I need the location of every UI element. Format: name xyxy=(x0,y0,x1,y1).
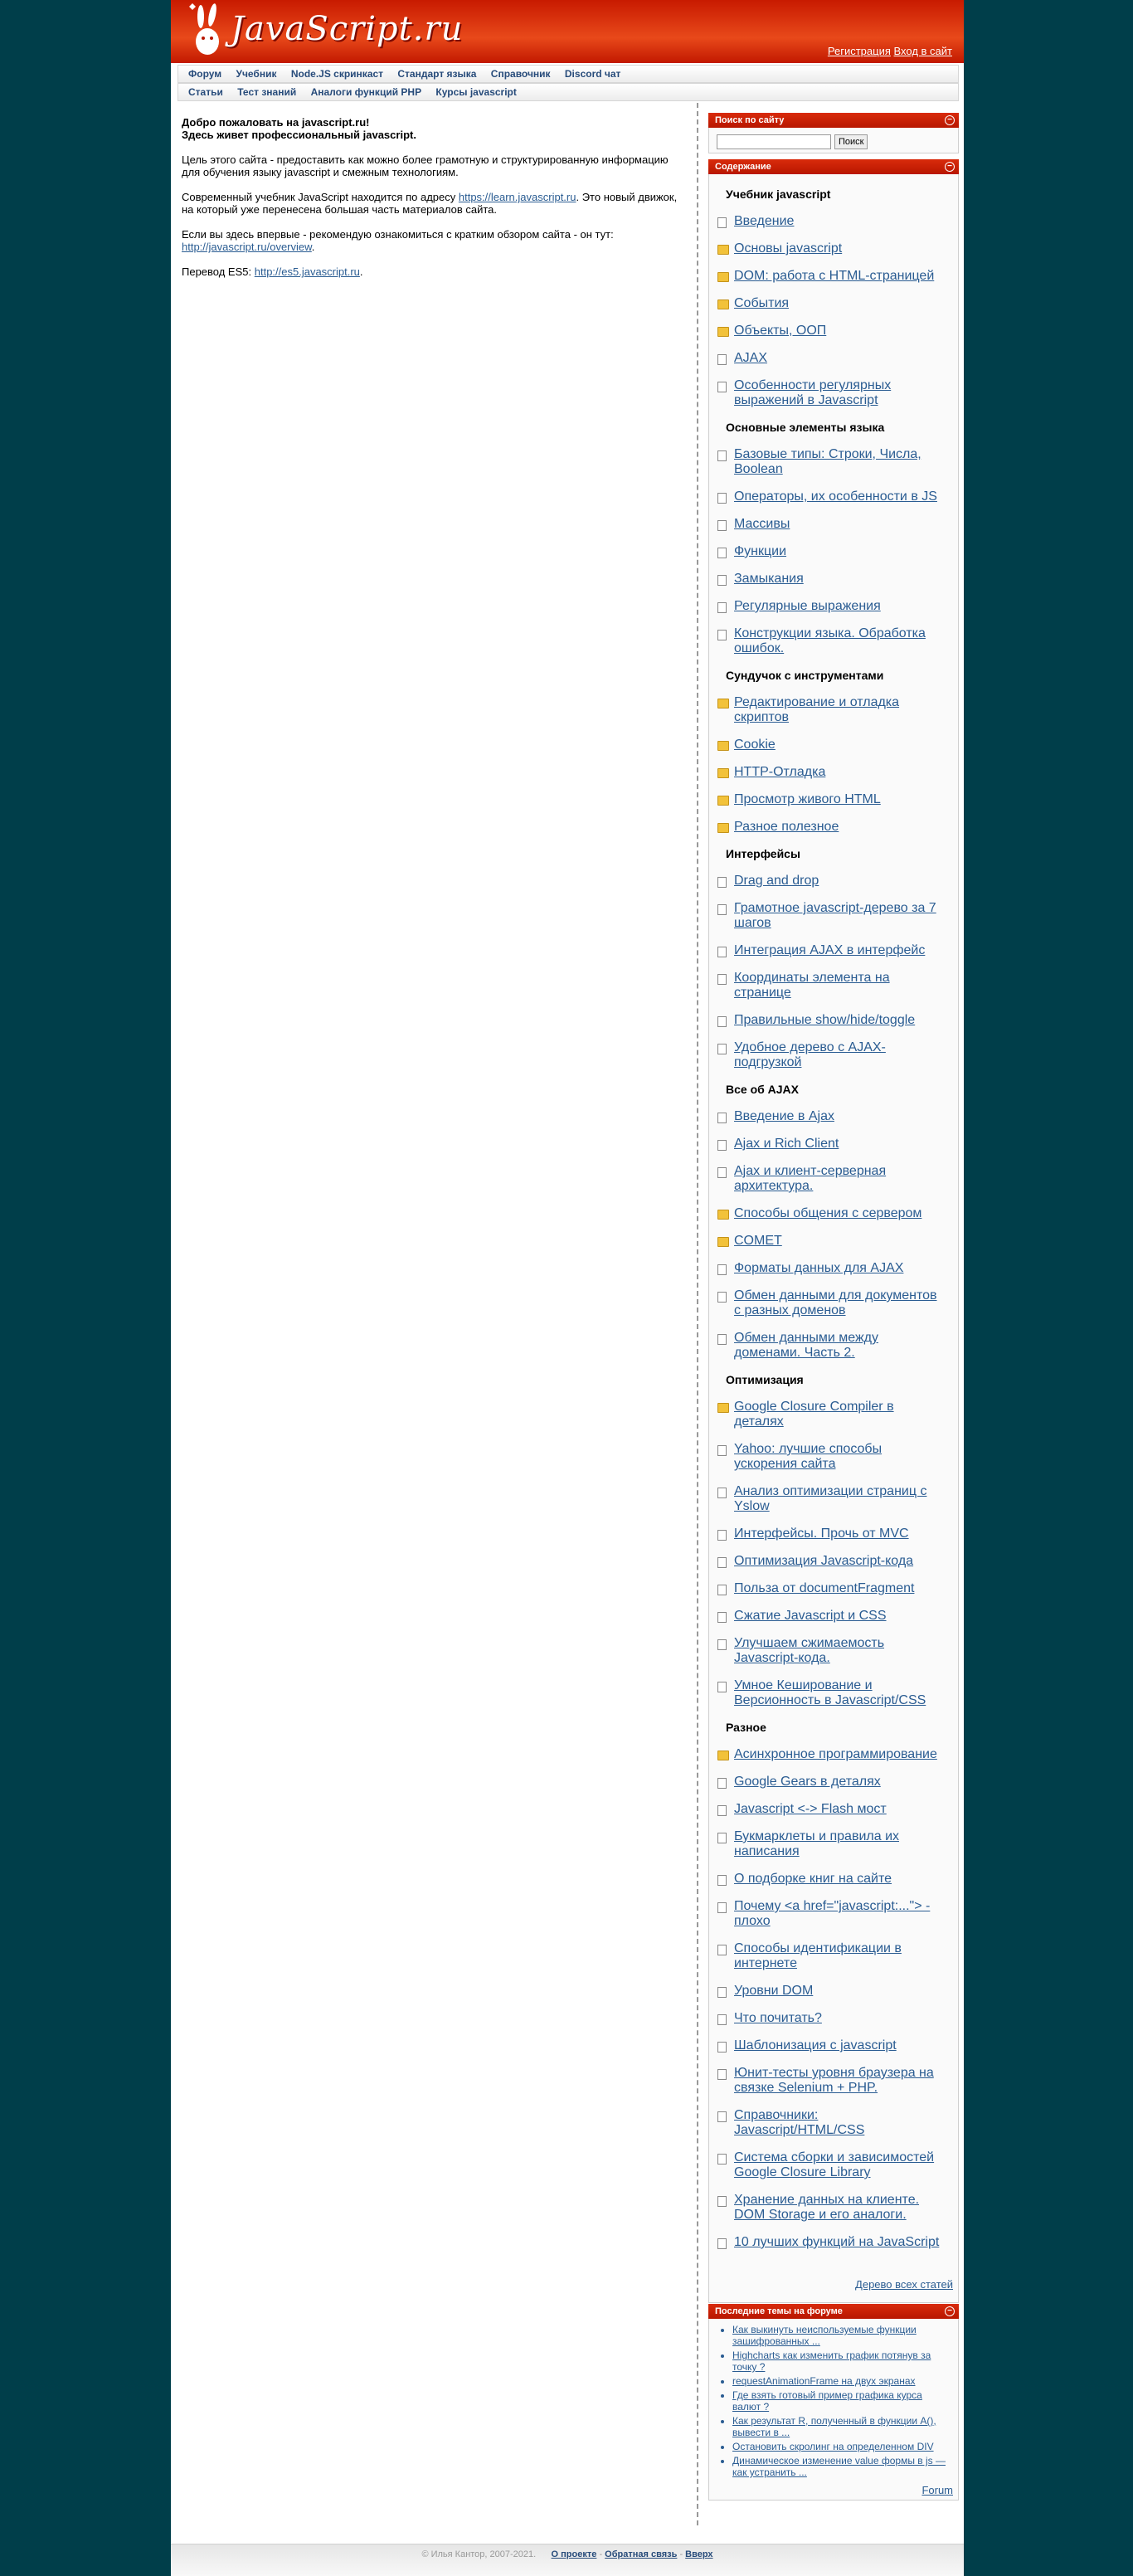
document-icon xyxy=(717,450,727,461)
login-link[interactable]: Вход в сайт xyxy=(893,45,952,57)
search-box-title: Поиск по сайту xyxy=(715,115,785,125)
first-visit-prefix: Если вы здесь впервые - рекомендую ознакомиться с кратким обзором сайта - он тут: xyxy=(182,228,614,241)
forum-topic-link[interactable]: • Остановить скролинг на определенном DIV xyxy=(732,2441,951,2452)
document-icon xyxy=(717,2196,727,2207)
toc-item-link[interactable]: Улучшаем сжимаемость Javascript-кода. xyxy=(734,1636,885,1665)
folder-icon xyxy=(717,768,729,778)
footer-separator: - xyxy=(679,2549,683,2559)
nav-js-courses[interactable]: Курсы javascript xyxy=(435,86,517,98)
nav-discord-chat[interactable]: Discord чат xyxy=(564,68,621,80)
toc-item-link[interactable]: Почему <a href="javascript:..."> - плохо xyxy=(734,1899,931,1928)
document-icon xyxy=(717,602,727,613)
forum-box xyxy=(708,2304,959,2501)
toc-item-link[interactable]: Асинхронное программирование xyxy=(734,1747,937,1761)
document-icon xyxy=(717,548,727,558)
toc-item-link[interactable]: Замыкания xyxy=(734,572,804,586)
forum-header xyxy=(708,2304,959,2319)
site-header xyxy=(171,0,964,63)
document-icon xyxy=(717,1530,727,1541)
goal-paragraph: Цель этого сайта - предоставить как можно более грамотную и структурированную информацию для обучения языку javascript и смежным технологиям. xyxy=(182,153,669,178)
welcome-line-1: Добро пожаловать на javascript.ru! xyxy=(182,116,370,129)
document-icon xyxy=(717,1778,727,1789)
toc-item-link[interactable]: Грамотное javascript-дерево за 7 шагов xyxy=(734,901,936,930)
toc-item-link[interactable]: Обмен данными между доменами. Часть 2. xyxy=(734,1331,878,1360)
folder-icon xyxy=(717,245,729,255)
welcome-line-2: Здесь живет профессиональный javascript. xyxy=(182,129,416,141)
toc-item-link[interactable]: Google Gears в деталях xyxy=(734,1775,881,1789)
document-icon xyxy=(717,493,727,504)
first-visit-paragraph xyxy=(182,228,689,253)
toc-item-link[interactable]: Функции xyxy=(734,544,787,558)
toc-item-link[interactable]: Операторы, их особенности в JS xyxy=(734,489,937,504)
document-icon xyxy=(717,904,727,915)
modern-tutorial-prefix: Современный учебник JavaScript находится по адресу xyxy=(182,191,459,203)
toc-section-heading: Все об AJAX xyxy=(726,1083,800,1096)
document-icon xyxy=(717,1488,727,1498)
nav-tutorial[interactable]: Учебник xyxy=(236,68,277,80)
nav-articles[interactable]: Статьи xyxy=(188,86,223,98)
document-icon xyxy=(717,2154,727,2165)
toc-item-link[interactable]: Базовые типы: Строки, Числа, Boolean xyxy=(734,447,921,476)
search-button[interactable]: Поиск xyxy=(834,134,868,149)
document-icon xyxy=(717,1585,727,1595)
toc-item-link[interactable]: Оптимизация Javascript-кода xyxy=(734,1554,914,1568)
nav-reference[interactable]: Справочник xyxy=(490,68,551,80)
toc-header xyxy=(708,159,959,174)
nav-nodejs-screencast[interactable]: Node.JS скринкаст xyxy=(290,68,384,80)
toc-item-link[interactable]: Интерфейсы. Прочь от MVC xyxy=(734,1527,909,1541)
about-link[interactable]: О проекте xyxy=(551,2549,597,2559)
document-icon xyxy=(717,2111,727,2122)
toc-item-link[interactable]: AJAX xyxy=(734,351,768,365)
toc-item-link[interactable]: Введение xyxy=(734,214,795,228)
toc-item-link[interactable]: Система сборки и зависимостей Google Closure Library xyxy=(734,2150,935,2179)
document-icon xyxy=(717,1875,727,1886)
toc-item-link[interactable]: Способы идентификации в интернете xyxy=(734,1941,902,1970)
toc-item-link[interactable]: Ajax и Rich Client xyxy=(734,1137,839,1151)
toc-item-link[interactable]: Уровни DOM xyxy=(734,1984,814,1998)
toc-item-link[interactable]: Хранение данных на клиенте. DOM Storage и его аналоги. xyxy=(734,2193,920,2222)
forum-body xyxy=(708,2319,959,2501)
toc-item-link[interactable]: 10 лучших функций на JavaScript xyxy=(734,2235,940,2249)
document-icon xyxy=(717,947,727,957)
document-icon xyxy=(717,1445,727,1456)
toc-item-link[interactable]: О подборке книг на сайте xyxy=(734,1872,892,1886)
toc-item-link[interactable]: Основы javascript xyxy=(734,241,843,256)
document-icon xyxy=(717,1167,727,1178)
toc-item-link[interactable]: Cookie xyxy=(734,738,776,752)
document-icon xyxy=(717,354,727,365)
collapse-icon[interactable]: − xyxy=(945,115,955,125)
nav-forum[interactable]: Форум xyxy=(188,68,222,80)
toc-item-link[interactable]: Справочники: Javascript/HTML/CSS xyxy=(734,2108,865,2137)
site-footer xyxy=(171,2544,964,2576)
folder-icon xyxy=(717,741,729,751)
es5-prefix: Перевод ES5: xyxy=(182,265,255,278)
document-icon xyxy=(717,1639,727,1650)
forum-topic-link[interactable]: • Где взять готовый пример графика курса валют ? xyxy=(732,2389,951,2413)
forum-topic-link[interactable]: • Динамическое изменение value формы в js — как устранить ... xyxy=(732,2455,951,2478)
forum-title: Последние темы на форуме xyxy=(715,2306,843,2316)
document-icon xyxy=(717,1805,727,1816)
forum-topic-link[interactable]: • requestAnimationFrame на двух экранах xyxy=(732,2375,951,2387)
forum-topic-list xyxy=(709,2319,958,2478)
document-icon xyxy=(717,2014,727,2025)
toc-item-link[interactable]: Javascript <-> Flash мост xyxy=(734,1802,887,1816)
nav-language-standard[interactable]: Стандарт языка xyxy=(397,68,477,80)
document-icon xyxy=(717,2069,727,2080)
toc-item-link[interactable]: Ajax и клиент-серверная архитектура. xyxy=(734,1164,887,1193)
toc-item-link[interactable]: Разное полезное xyxy=(734,820,839,834)
toc-item-link[interactable]: Конструкции языка. Обработка ошибок. xyxy=(734,626,926,655)
folder-icon xyxy=(717,327,729,337)
learn-javascript-link[interactable]: https://learn.javascript.ru xyxy=(458,191,576,203)
site-logo[interactable] xyxy=(179,2,464,60)
toc-item-link[interactable]: Регулярные выражения xyxy=(734,599,881,613)
page xyxy=(171,0,964,2575)
overview-link[interactable]: http://javascript.ru/overview xyxy=(182,241,312,253)
toc-body xyxy=(708,174,959,2303)
folder-icon xyxy=(717,796,729,806)
toc-section-heading: Основные элементы языка xyxy=(726,421,885,434)
document-icon xyxy=(717,877,727,888)
document-icon xyxy=(717,1902,727,1913)
tree-all-link[interactable]: Дерево всех статей xyxy=(855,2278,953,2291)
document-icon xyxy=(717,2042,727,2053)
user-links xyxy=(828,45,952,57)
document-icon xyxy=(717,1334,727,1345)
toc-section-heading: Учебник javascript xyxy=(726,187,831,201)
toc-section-heading: Сундучок с инструментами xyxy=(726,669,884,682)
search-box xyxy=(708,113,959,153)
logo-text: JavaScript.ru xyxy=(231,10,464,48)
copyright-text: © Илья Кантор, 2007-2021. xyxy=(421,2549,537,2559)
toc-item-link[interactable]: Drag and drop xyxy=(734,874,819,888)
footer-separator: - xyxy=(599,2549,603,2559)
primary-nav xyxy=(177,65,959,83)
document-icon xyxy=(717,1833,727,1843)
document-icon xyxy=(717,1113,727,1123)
forum-topic-link[interactable]: • Highcharts как изменить график потянув за точку ? xyxy=(732,2350,951,2373)
toc-title: Содержание xyxy=(715,162,771,172)
toc-section-heading: Оптимизация xyxy=(726,1373,804,1386)
forum-more-link[interactable]: Forum xyxy=(921,2484,953,2496)
modern-tutorial-suffix: . Это новый движок, на который уже перенесена большая часть материалов сайта. xyxy=(182,191,678,216)
toc-item-link[interactable]: Координаты элемента на странице xyxy=(734,971,890,1000)
toc-item-link[interactable]: Букмарклеты и правила их написания xyxy=(734,1829,899,1858)
toc-item-link[interactable]: Анализ оптимизации страниц c Yslow xyxy=(734,1484,927,1513)
folder-icon xyxy=(717,1403,729,1413)
document-icon xyxy=(717,1612,727,1623)
toc-item-link[interactable]: События xyxy=(734,296,790,310)
toc-item-link[interactable]: Юнит-тесты уровня браузера на связке Selenium + PHP. xyxy=(734,2066,934,2095)
es5-suffix: . xyxy=(359,265,363,278)
nav-php-analogs[interactable]: Аналоги функций PHP xyxy=(310,86,422,98)
toc-item-link[interactable]: Редактирование и отладка скриптов xyxy=(734,695,900,724)
document-icon xyxy=(717,630,727,640)
document-icon xyxy=(717,575,727,586)
toc-item-link[interactable]: Польза от documentFragment xyxy=(734,1581,915,1595)
nav-knowledge-test[interactable]: Тест знаний xyxy=(237,86,297,98)
document-icon xyxy=(717,1140,727,1151)
toc-item-link[interactable]: Интеграция AJAX в интерфейс xyxy=(734,943,926,957)
feedback-link[interactable]: Обратная связь xyxy=(605,2549,678,2559)
forum-topic-link[interactable]: • Как выкинуть неиспользуемые функции зашифрованных ... xyxy=(732,2324,951,2347)
document-icon xyxy=(717,2238,727,2249)
folder-icon xyxy=(717,823,729,833)
toc-item-link[interactable]: Yahoo: лучшие способы ускорения сайта xyxy=(734,1442,883,1471)
toc-item-link[interactable]: COMET xyxy=(734,1234,782,1248)
document-icon xyxy=(717,217,727,228)
document-icon xyxy=(717,1292,727,1303)
document-icon xyxy=(717,520,727,531)
register-link[interactable]: Регистрация xyxy=(827,45,891,57)
folder-icon xyxy=(717,272,729,282)
toc-box xyxy=(708,159,959,2303)
collapse-icon[interactable]: − xyxy=(945,162,955,172)
welcome-text xyxy=(182,116,689,141)
document-icon xyxy=(717,1682,727,1692)
document-icon xyxy=(717,974,727,985)
document-icon xyxy=(717,1264,727,1275)
first-visit-suffix: . xyxy=(311,241,315,253)
toc-item-link[interactable]: Обмен данными для документов с разных доменов xyxy=(734,1288,937,1317)
toc-item-link[interactable]: Способы общения с сервером xyxy=(734,1206,922,1220)
es5-link[interactable]: http://es5.javascript.ru xyxy=(254,265,360,278)
es5-paragraph xyxy=(182,265,689,278)
folder-icon xyxy=(717,699,729,709)
toc-item-link[interactable]: Что почитать? xyxy=(734,2011,822,2025)
document-icon xyxy=(717,382,727,392)
document-icon xyxy=(717,1044,727,1054)
collapse-icon[interactable]: − xyxy=(945,2306,955,2316)
modern-tutorial-paragraph xyxy=(182,191,689,216)
folder-icon xyxy=(717,1751,729,1760)
search-box-header xyxy=(708,113,959,128)
toc-item-link[interactable]: HTTP-Отладка xyxy=(734,765,826,779)
toc-item-link[interactable]: Google Closure Compiler в деталях xyxy=(734,1400,894,1429)
forum-topic-link[interactable]: • Как результат R, полученный в функции A(), вывести в ... xyxy=(732,2415,951,2438)
folder-icon xyxy=(717,1237,729,1247)
toc-item-link[interactable]: Шаблонизация с javascript xyxy=(734,2038,897,2053)
toc-section-heading: Интерфейсы xyxy=(726,847,800,860)
bunny-logo-icon xyxy=(184,2,231,60)
toc-item-link[interactable]: Удобное дерево с AJAX-подгрузкой xyxy=(734,1040,886,1069)
folder-icon xyxy=(717,299,729,309)
toc-item-link[interactable]: Сжатие Javascript и CSS xyxy=(734,1609,887,1623)
toc-item-link[interactable]: Форматы данных для AJAX xyxy=(734,1261,904,1275)
column-divider xyxy=(697,103,698,2525)
document-icon xyxy=(717,1987,727,1998)
toc-item-link[interactable]: DOM: работа с HTML-страницей xyxy=(734,269,935,283)
search-input[interactable] xyxy=(717,134,831,149)
top-link[interactable]: Вверх xyxy=(685,2549,713,2559)
toc-section-heading: Разное xyxy=(726,1721,766,1734)
toc-item-link[interactable]: Умное Кеширование и Версионность в Javascript/CSS xyxy=(734,1678,926,1707)
toc-item-link[interactable]: Правильные show/hide/toggle xyxy=(734,1013,916,1027)
document-icon xyxy=(717,1016,727,1027)
search-box-body xyxy=(708,128,959,153)
document-icon xyxy=(717,1945,727,1955)
toc-item-link[interactable]: Введение в Ajax xyxy=(734,1109,834,1123)
document-icon xyxy=(717,1557,727,1568)
toc-item-link[interactable]: Массивы xyxy=(734,517,790,531)
main-content xyxy=(182,116,689,290)
toc-item-link[interactable]: Особенности регулярных выражений в Javascript xyxy=(734,378,892,407)
toc-item-link[interactable]: Просмотр живого HTML xyxy=(734,792,881,806)
folder-icon xyxy=(717,1210,729,1220)
secondary-nav xyxy=(177,83,959,101)
toc-item-link[interactable]: Объекты, ООП xyxy=(734,324,827,338)
